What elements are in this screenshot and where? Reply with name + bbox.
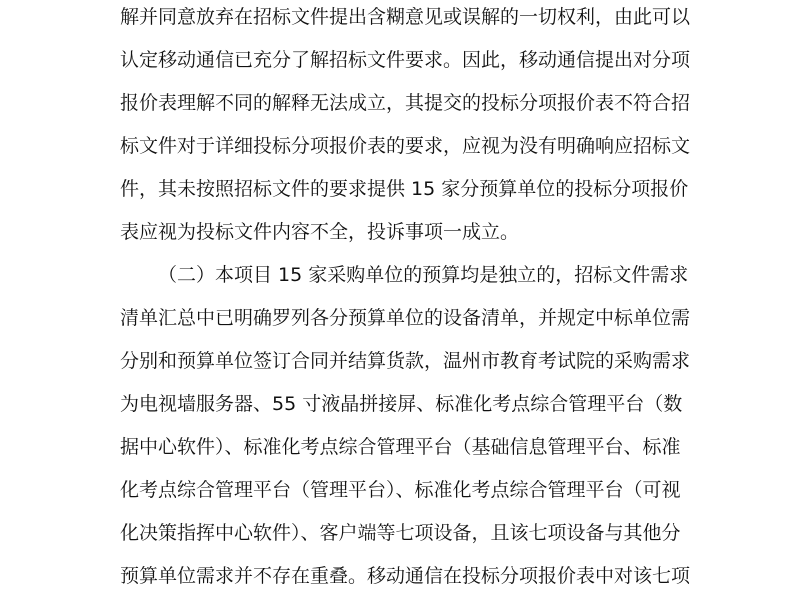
text-line: 报价表理解不同的解释无法成立，其提交的投标分项报价表不符合招 xyxy=(120,92,691,114)
text-line: 为电视墙服务器、55 寸液晶拼接屏、标准化考点综合管理平台（数 xyxy=(120,393,683,415)
text-line: 据中心软件）、标准化考点综合管理平台（基础信息管理平台、标准 xyxy=(120,436,681,458)
text-line: 分别和预算单位签订合同并结算货款，温州市教育考试院的采购需求 xyxy=(120,350,691,372)
text-line: 预算单位需求并不存在重叠。移动通信在投标分项报价表中对该七项 xyxy=(120,565,691,587)
text-line: 清单汇总中已明确罗列各分预算单位的设备清单，并规定中标单位需 xyxy=(120,307,691,329)
text-line: 件，其未按照招标文件的要求提供 15 家分预算单位的投标分项报价 xyxy=(120,178,689,200)
document-page xyxy=(120,0,691,587)
text-line: 化决策指挥中心软件）、客户端等七项设备，且该七项设备与其他分 xyxy=(120,522,681,544)
paragraph-1 xyxy=(120,0,691,254)
text-line: 化考点综合管理平台（管理平台）、标准化考点综合管理平台（可视 xyxy=(120,479,681,501)
text-line: 认定移动通信已充分了解招标文件要求。因此，移动通信提出对分项 xyxy=(120,49,691,71)
text-line: 标文件对于详细投标分项报价表的要求，应视为没有明确响应招标文 xyxy=(120,135,691,157)
paragraph-2 xyxy=(120,254,691,598)
text-line: （二）本项目 15 家采购单位的预算均是独立的，招标文件需求 xyxy=(158,264,689,286)
text-line: 表应视为投标文件内容不全，投诉事项一成立。 xyxy=(120,221,520,243)
text-line: 解并同意放弃在招标文件提出含糊意见或误解的一切权利，由此可以 xyxy=(120,6,691,28)
